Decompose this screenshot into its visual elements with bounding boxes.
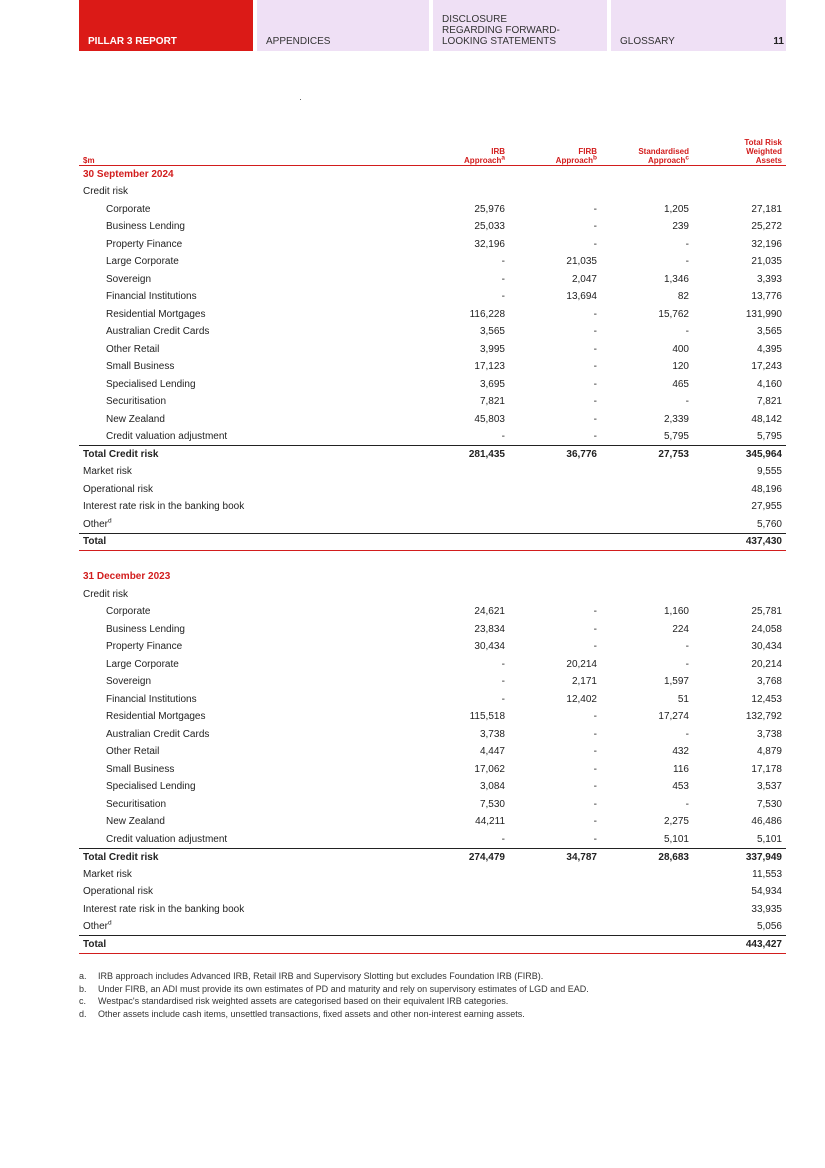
group-label: Credit risk — [83, 186, 129, 198]
table-row — [79, 691, 786, 709]
standardised-value: 82 — [677, 291, 689, 303]
standardised-value: 15,762 — [658, 308, 689, 320]
irb-value: 24,621 — [474, 606, 505, 618]
total-value: 30,434 — [751, 641, 782, 653]
total-value: 345,964 — [693, 446, 786, 464]
firb-value: - — [593, 343, 597, 355]
total-credit-risk-row — [79, 848, 786, 866]
row-label: Securitisation — [106, 396, 167, 408]
standardised-value: 5,101 — [663, 833, 689, 845]
other-risk-row — [79, 901, 786, 919]
row-label: Large Corporate — [106, 256, 179, 268]
total-value: 17,243 — [751, 361, 782, 373]
standardised-value: - — [685, 641, 689, 653]
standardised-value: 2,275 — [663, 816, 689, 828]
firb-value: 2,047 — [571, 273, 597, 285]
header-units: $m — [79, 138, 419, 166]
table-row — [79, 341, 786, 359]
standardised-value: 1,160 — [663, 606, 689, 618]
total-value: 4,160 — [756, 378, 782, 390]
row-label: Australian Credit Cards — [106, 326, 210, 338]
total-value: 5,056 — [756, 921, 782, 932]
firb-value: - — [593, 413, 597, 425]
table-row — [79, 376, 786, 394]
table-row — [79, 656, 786, 674]
irb-value: - — [501, 273, 505, 285]
total-value: 132,792 — [745, 711, 782, 723]
table-row — [79, 638, 786, 656]
irb-value: 7,821 — [479, 396, 505, 408]
row-label: Australian Credit Cards — [106, 728, 210, 740]
firb-value: - — [593, 623, 597, 635]
standardised-value: 1,346 — [663, 273, 689, 285]
irb-value: 281,435 — [419, 446, 509, 464]
section-title: 31 December 2023 — [83, 571, 171, 583]
row-label: Sovereign — [106, 676, 152, 688]
table-header-row — [79, 138, 786, 166]
total-value: 4,395 — [756, 343, 782, 355]
irb-value: 116,228 — [469, 308, 505, 320]
standardised-value: - — [685, 396, 689, 408]
tab-label: APPENDICES — [266, 36, 331, 47]
total-value: 437,430 — [693, 533, 786, 551]
footnote-text: Westpac's standardised risk weighted assets are categorised based on their equivalent IRB categories. — [98, 996, 509, 1006]
standardised-value: 5,795 — [663, 431, 689, 442]
irb-value: 274,479 — [419, 848, 509, 866]
firb-value: - — [593, 833, 597, 845]
total-value: 24,058 — [751, 623, 782, 635]
row-label: Corporate — [106, 203, 151, 215]
firb-value: - — [593, 308, 597, 320]
other-risk-row — [79, 866, 786, 884]
total-value: 443,427 — [693, 936, 786, 954]
table-row — [79, 393, 786, 411]
standardised-value: 27,753 — [601, 446, 693, 464]
irb-value: 30,434 — [474, 641, 505, 653]
irb-value: 3,084 — [479, 781, 505, 793]
other-risk-row — [79, 498, 786, 516]
total-value: 3,738 — [756, 728, 782, 740]
total-credit-risk-row — [79, 446, 786, 464]
row-label: Corporate — [106, 606, 151, 618]
table-row — [79, 428, 786, 446]
total-value: 20,214 — [751, 658, 782, 670]
section-title-row — [79, 568, 786, 586]
table-row — [79, 411, 786, 429]
row-label — [79, 463, 693, 481]
row-label — [79, 883, 693, 901]
irb-value: - — [501, 291, 505, 303]
tab-label-line: REGARDING FORWARD- — [442, 25, 560, 36]
total-value: 3,768 — [756, 676, 782, 688]
table-row — [79, 778, 786, 796]
row-label: Business Lending — [106, 221, 185, 233]
tab-label: GLOSSARY — [620, 36, 675, 47]
row-label: Financial Institutions — [106, 291, 197, 303]
footnote-mark: b. — [79, 983, 87, 994]
row-label-text: Operational risk — [83, 886, 154, 898]
table-row — [79, 201, 786, 219]
irb-value: 32,196 — [474, 238, 505, 250]
group-label-row — [79, 586, 786, 604]
section-title: 30 September 2024 — [83, 169, 174, 180]
tab-pillar-3-report[interactable] — [79, 0, 253, 51]
standardised-value: 400 — [672, 343, 689, 355]
irb-value: 23,834 — [474, 623, 505, 635]
row-label: Property Finance — [106, 641, 183, 653]
total-value: 3,393 — [756, 273, 782, 285]
total-value: 131,990 — [745, 308, 782, 320]
other-risk-row — [79, 463, 786, 481]
irb-value: 17,062 — [474, 763, 505, 775]
row-label: Total — [79, 533, 693, 551]
standardised-value: 239 — [672, 221, 689, 233]
total-value: 21,035 — [751, 256, 782, 268]
irb-value: - — [501, 693, 505, 705]
irb-value: 17,123 — [474, 361, 505, 373]
header-standardised-approach: Standardised Approach$^c$ — [601, 138, 693, 166]
firb-value: - — [593, 606, 597, 618]
firb-value: - — [593, 781, 597, 793]
firb-value: - — [593, 431, 597, 442]
row-label: Small Business — [106, 763, 175, 775]
standardised-value: - — [685, 798, 689, 810]
row-label: Securitisation — [106, 798, 167, 810]
footnote-text: Under FIRB, an ADI must provide its own estimates of PD and maturity and rely on supervisory estimates of LGD and EAD. — [98, 983, 589, 994]
tab-label: PILLAR 3 REPORT — [88, 36, 177, 47]
standardised-value: 2,339 — [663, 413, 689, 425]
irb-value: 4,447 — [479, 746, 505, 758]
table-row — [79, 236, 786, 254]
header-irb-approach: IRB Approach$^a$ — [419, 138, 509, 166]
total-value: 48,196 — [751, 483, 782, 495]
standardised-value: 116 — [673, 763, 689, 775]
firb-value: - — [593, 728, 597, 740]
firb-value: 36,776 — [509, 446, 601, 464]
firb-value: 20,214 — [566, 658, 597, 670]
standardised-value: 51 — [677, 693, 689, 705]
row-label: Total Credit risk — [79, 446, 419, 464]
total-value: 25,781 — [751, 606, 782, 618]
standardised-value: 120 — [672, 361, 689, 373]
firb-value: - — [593, 326, 597, 338]
firb-value: 12,402 — [566, 693, 597, 705]
other-risk-row — [79, 883, 786, 901]
grand-total-row — [79, 533, 786, 551]
row-label: Total Credit risk — [79, 848, 419, 866]
footnote-marker: d — [108, 517, 112, 525]
total-value: 5,101 — [756, 833, 782, 845]
row-label-text: Other — [83, 921, 109, 932]
stray-dot — [300, 99, 301, 100]
firb-value: - — [593, 746, 597, 758]
footnote-mark: c. — [79, 996, 87, 1006]
total-value: 5,760 — [756, 518, 782, 530]
firb-value: - — [593, 203, 597, 215]
total-value: 13,776 — [751, 291, 782, 303]
firb-value: - — [593, 361, 597, 373]
total-value: 27,181 — [751, 203, 782, 215]
firb-value: 2,171 — [571, 676, 597, 688]
total-value: 17,178 — [751, 763, 782, 775]
irb-value: 45,803 — [474, 413, 505, 425]
top-navigation — [79, 0, 786, 51]
total-value: 4,879 — [756, 746, 782, 758]
firb-value: - — [593, 816, 597, 828]
irb-value: - — [501, 256, 505, 268]
total-value: 11,553 — [752, 868, 782, 880]
table-row — [79, 831, 786, 849]
firb-value: - — [593, 396, 597, 408]
standardised-value: - — [685, 728, 689, 740]
footnote — [79, 1008, 789, 1021]
row-label: New Zealand — [106, 413, 165, 425]
irb-value: 3,738 — [479, 728, 505, 740]
row-label-text: Market risk — [83, 466, 132, 478]
firb-value: - — [593, 798, 597, 810]
row-label: Total — [79, 936, 693, 954]
row-label — [79, 481, 693, 499]
other-risk-row — [79, 918, 786, 936]
table-row — [79, 271, 786, 289]
row-label: Small Business — [106, 361, 175, 373]
row-label: Specialised Lending — [106, 781, 196, 793]
table-row — [79, 603, 786, 621]
header-firb-approach: FIRB Approach$^b$ — [509, 138, 601, 166]
irb-value: 25,033 — [474, 221, 505, 233]
standardised-value: 17,274 — [658, 711, 689, 723]
row-label — [79, 498, 693, 516]
tab-label-line: DISCLOSURE — [442, 14, 508, 25]
row-label — [79, 516, 693, 534]
table-row — [79, 743, 786, 761]
firb-value: 34,787 — [509, 848, 601, 866]
row-label: Specialised Lending — [106, 378, 196, 390]
irb-value: - — [501, 431, 505, 442]
tab-disclosure-forward-looking[interactable] — [433, 0, 607, 51]
firb-value: - — [593, 763, 597, 775]
table-row — [79, 621, 786, 639]
other-risk-row — [79, 481, 786, 499]
total-value: 48,142 — [751, 413, 782, 425]
row-label-text: Interest rate risk in the banking book — [83, 501, 245, 513]
table-row — [79, 673, 786, 691]
footnote — [79, 995, 789, 1008]
standardised-value: - — [685, 326, 689, 338]
firb-value: - — [593, 238, 597, 250]
footnote-mark: a. — [79, 971, 87, 981]
standardised-value: 432 — [672, 746, 689, 758]
row-label — [79, 901, 693, 919]
irb-value: - — [501, 676, 505, 688]
footnote — [79, 983, 789, 996]
firb-value: 21,035 — [566, 256, 597, 268]
table-row — [79, 761, 786, 779]
row-label: Other Retail — [106, 746, 160, 758]
row-label: Residential Mortgages — [106, 711, 206, 723]
footnote-text: Other assets include cash items, unsettled transactions, fixed assets and other non-interest earning assets. — [98, 1008, 525, 1019]
table-row — [79, 323, 786, 341]
total-value: 7,821 — [756, 396, 782, 408]
table-row — [79, 358, 786, 376]
total-value: 3,565 — [756, 326, 782, 338]
group-label-row — [79, 183, 786, 201]
row-label — [79, 918, 693, 936]
row-label-text: Other — [83, 518, 109, 530]
standardised-value: 1,205 — [663, 203, 689, 215]
table-row — [79, 306, 786, 324]
total-value: 337,949 — [693, 848, 786, 866]
standardised-value: 465 — [672, 378, 689, 390]
footnote-marker: d — [108, 919, 112, 927]
standardised-value: - — [685, 658, 689, 670]
row-label-text: Operational risk — [83, 483, 154, 495]
row-label-text: Market risk — [83, 868, 132, 880]
irb-value: - — [501, 658, 505, 670]
footnotes — [79, 970, 789, 1020]
footnote — [79, 970, 789, 983]
other-risk-row — [79, 516, 786, 534]
total-value: 33,935 — [751, 903, 782, 915]
group-label: Credit risk — [83, 588, 129, 600]
tab-glossary[interactable] — [611, 0, 786, 51]
irb-value: 115,518 — [469, 711, 505, 723]
total-value: 7,530 — [756, 798, 782, 810]
standardised-value: - — [685, 238, 689, 250]
tab-appendices[interactable] — [257, 0, 429, 51]
total-value: 54,934 — [751, 886, 782, 898]
row-label: Financial Institutions — [106, 693, 197, 705]
row-label — [79, 866, 693, 884]
table-row — [79, 813, 786, 831]
row-label: Credit valuation adjustment — [106, 833, 228, 845]
rwa-table — [79, 138, 786, 954]
firb-value: - — [593, 641, 597, 653]
row-label: Other Retail — [106, 343, 160, 355]
row-label: Credit valuation adjustment — [106, 431, 228, 442]
firb-value: - — [593, 378, 597, 390]
tab-label-line: LOOKING STATEMENTS — [442, 36, 557, 47]
grand-total-row — [79, 936, 786, 954]
footnote-text: IRB approach includes Advanced IRB, Retail IRB and Supervisory Slotting but excludes Foundation IRB (FIRB). — [98, 971, 544, 981]
irb-value: - — [501, 833, 505, 845]
row-label: Residential Mortgages — [106, 308, 206, 320]
total-value: 46,486 — [751, 816, 782, 828]
table-row — [79, 708, 786, 726]
row-label: Sovereign — [106, 273, 152, 285]
spacer-cell — [79, 551, 786, 569]
total-value: 12,453 — [751, 693, 782, 705]
total-value: 9,555 — [756, 466, 782, 478]
irb-value: 25,976 — [474, 203, 505, 215]
total-value: 3,537 — [756, 781, 782, 793]
irb-value: 44,211 — [475, 816, 505, 828]
standardised-value: 1,597 — [663, 676, 689, 688]
firb-value: - — [593, 221, 597, 233]
footnote-mark: d. — [79, 1008, 87, 1019]
firb-value: 13,694 — [566, 291, 597, 303]
table-row — [79, 218, 786, 236]
page-number: 11 — [773, 36, 784, 47]
total-value: 32,196 — [751, 238, 782, 250]
standardised-value: - — [685, 256, 689, 268]
irb-value: 7,530 — [479, 798, 505, 810]
table-row — [79, 288, 786, 306]
section-title-row — [79, 166, 786, 184]
irb-value: 3,695 — [479, 378, 505, 390]
row-label: Large Corporate — [106, 658, 179, 670]
total-value: 25,272 — [751, 221, 782, 233]
row-label: New Zealand — [106, 816, 165, 828]
row-label: Property Finance — [106, 238, 183, 250]
header-total-rwa: Total Risk Weighted Assets — [693, 138, 786, 166]
row-label-text: Interest rate risk in the banking book — [83, 903, 245, 915]
total-value: 5,795 — [756, 431, 782, 442]
firb-value: - — [593, 711, 597, 723]
standardised-value: 453 — [672, 781, 689, 793]
table-row — [79, 726, 786, 744]
standardised-value: 28,683 — [601, 848, 693, 866]
total-value: 27,955 — [751, 501, 782, 513]
irb-value: 3,995 — [479, 343, 505, 355]
row-label: Business Lending — [106, 623, 185, 635]
spacer-row — [79, 551, 786, 569]
table-row — [79, 253, 786, 271]
standardised-value: 224 — [672, 623, 689, 635]
table-row — [79, 796, 786, 814]
irb-value: 3,565 — [479, 326, 505, 338]
